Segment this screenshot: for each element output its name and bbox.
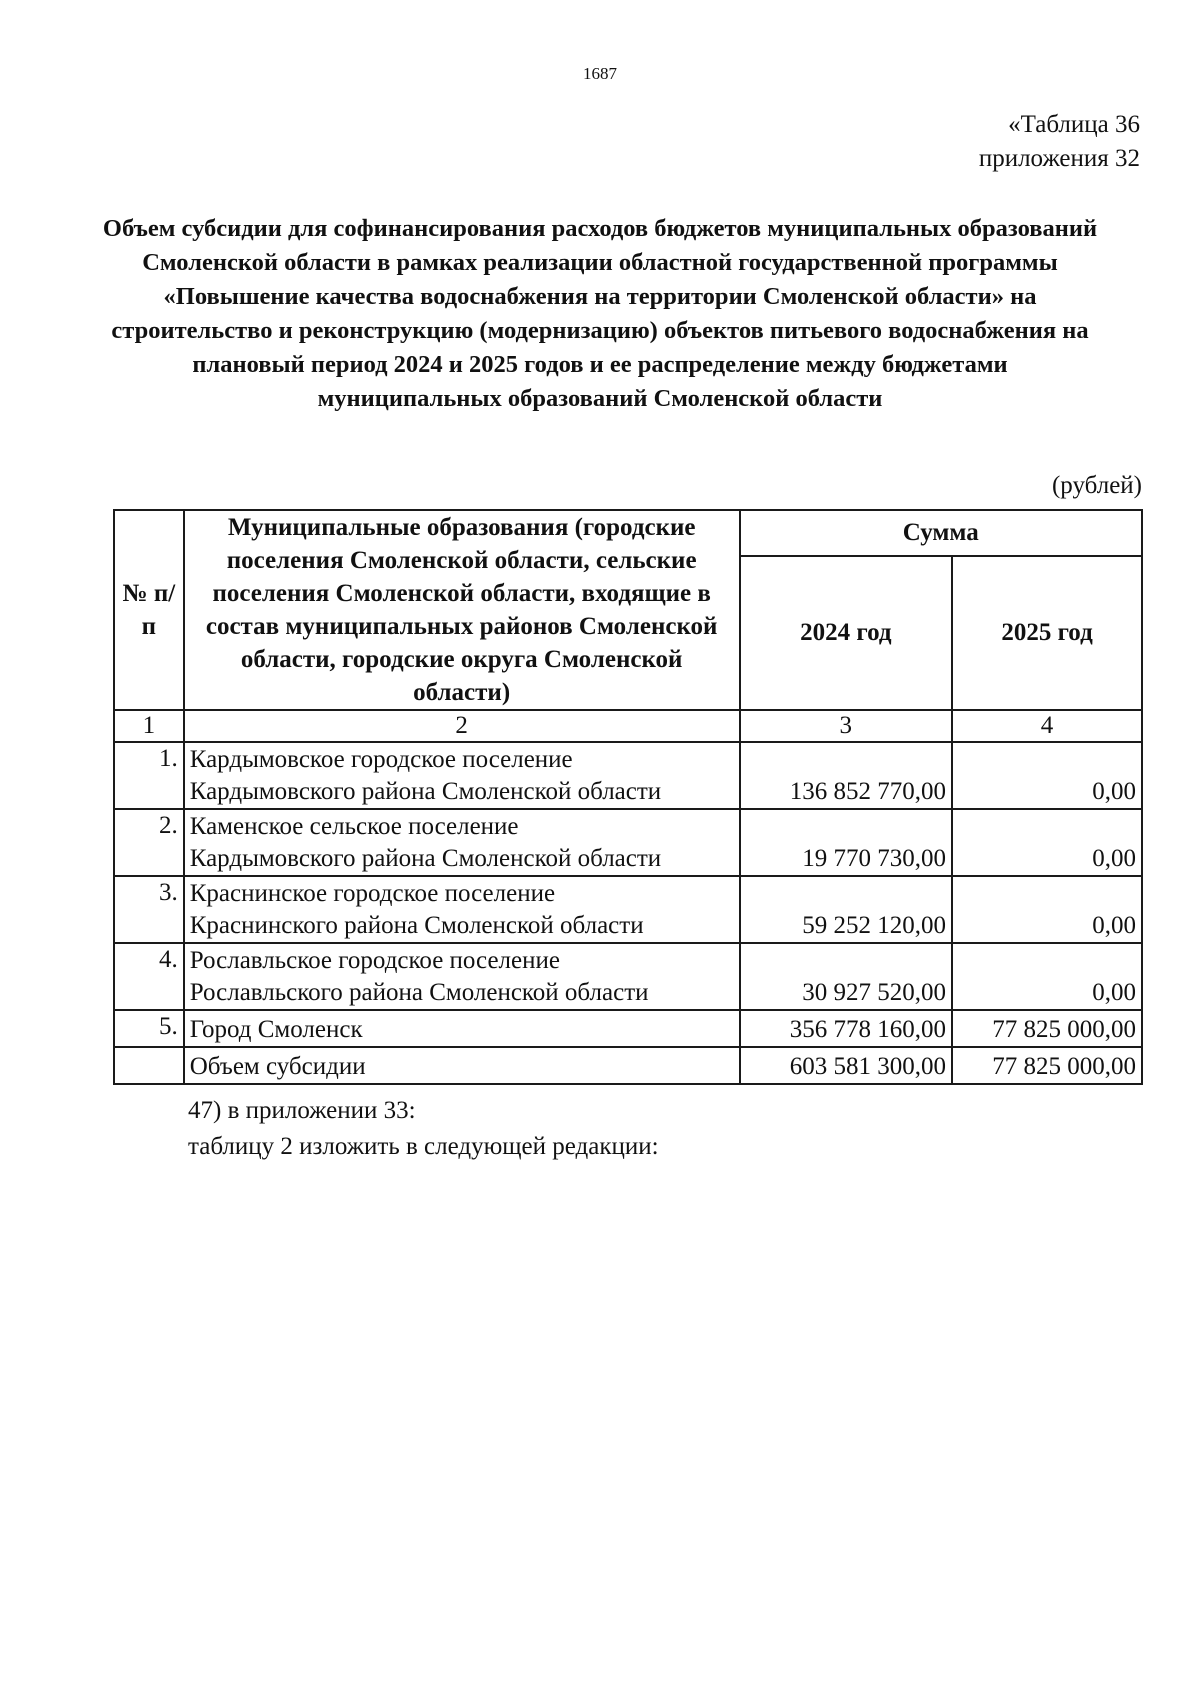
followup-line: таблицу 2 изложить в следующей редакции: bbox=[188, 1133, 659, 1160]
amount-2024: 356 778 160,00 bbox=[740, 1010, 952, 1047]
header-year-2025: 2025 год bbox=[952, 556, 1142, 710]
header-year-2024: 2024 год bbox=[740, 556, 952, 710]
amount-2024: 30 927 520,00 bbox=[740, 943, 952, 1010]
municipality-name-line: Краснинского района Смоленской области bbox=[189, 912, 644, 939]
column-number: 1 bbox=[114, 710, 184, 742]
table-row bbox=[114, 809, 1142, 876]
column-number: 4 bbox=[952, 710, 1142, 742]
total-label: Объем субсидии bbox=[184, 1047, 740, 1084]
table-row bbox=[114, 742, 1142, 809]
followup-text bbox=[188, 1093, 659, 1165]
municipality-name-line: Кардымовского района Смоленской области bbox=[189, 778, 662, 805]
table-header bbox=[114, 510, 1142, 710]
municipality-name bbox=[184, 809, 740, 876]
municipality-name-line: Рославльского района Смоленской области bbox=[189, 979, 649, 1006]
subsidy-table bbox=[113, 509, 1143, 1085]
amount-2025: 77 825 000,00 bbox=[952, 1010, 1142, 1047]
amount-2025: 0,00 bbox=[952, 943, 1142, 1010]
table-row bbox=[114, 876, 1142, 943]
amount-2024: 136 852 770,00 bbox=[740, 742, 952, 809]
municipality-name-line: Краснинское городское поселение bbox=[189, 880, 556, 907]
header-municipality: Муниципальные образования (городские поселения Смоленской области, сельские поселения Смоленской области, входящие в состав муниципальных районов Смоленской области, городские округа Смоленской области) bbox=[184, 510, 740, 710]
total-number-cell bbox=[114, 1047, 184, 1084]
row-number: 4. bbox=[114, 943, 184, 1010]
table-row bbox=[114, 1010, 1142, 1047]
annex-reference-line: приложения 32 bbox=[978, 145, 1140, 172]
total-amount-2025: 77 825 000,00 bbox=[952, 1047, 1142, 1084]
column-number: 2 bbox=[184, 710, 740, 742]
municipality-name-line: Кардымовского района Смоленской области bbox=[189, 845, 662, 872]
municipality-name-line: Рославльское городское поселение bbox=[189, 947, 560, 974]
municipality-name bbox=[184, 876, 740, 943]
header-sum: Сумма bbox=[740, 510, 1142, 556]
column-number-row bbox=[114, 710, 1142, 742]
amount-2024: 59 252 120,00 bbox=[740, 876, 952, 943]
amount-2025: 0,00 bbox=[952, 809, 1142, 876]
amount-2025: 0,00 bbox=[952, 742, 1142, 809]
municipality-name-line: Каменское сельское поселение bbox=[189, 813, 519, 840]
row-number: 2. bbox=[114, 809, 184, 876]
table-reference bbox=[979, 108, 1140, 176]
column-number: 3 bbox=[740, 710, 952, 742]
total-amount-2024: 603 581 300,00 bbox=[740, 1047, 952, 1084]
table-body bbox=[114, 710, 1142, 1084]
municipality-name-line: Кардымовское городское поселение bbox=[189, 746, 573, 773]
row-number: 5. bbox=[114, 1010, 184, 1047]
document-title: Объем субсидии для софинансирования расходов бюджетов муниципальных образований Смоленской области в рамках реализации областной государственной программы «Повышение качества водоснабжения на территории Смоленской области» на строительство и реконструкцию (модернизацию) объектов питьевого водоснабжения на плановый период 2024 и 2025 годов и ее распределение между бюджетами муниципальных образований Смоленской области bbox=[102, 215, 1098, 412]
header-number: № п/п bbox=[114, 510, 184, 710]
followup-line: 47) в приложении 33: bbox=[188, 1097, 416, 1124]
total-row bbox=[114, 1047, 1142, 1084]
table-row bbox=[114, 943, 1142, 1010]
row-number: 1. bbox=[114, 742, 184, 809]
municipality-name: Город Смоленск bbox=[184, 1010, 740, 1047]
row-number: 3. bbox=[114, 876, 184, 943]
amount-2025: 0,00 bbox=[952, 876, 1142, 943]
page-number: 1687 bbox=[583, 64, 617, 83]
table-reference-line: «Таблица 36 bbox=[1008, 111, 1140, 138]
units-label: (рублей) bbox=[1051, 472, 1142, 499]
municipality-name bbox=[184, 943, 740, 1010]
municipality-name bbox=[184, 742, 740, 809]
amount-2024: 19 770 730,00 bbox=[740, 809, 952, 876]
